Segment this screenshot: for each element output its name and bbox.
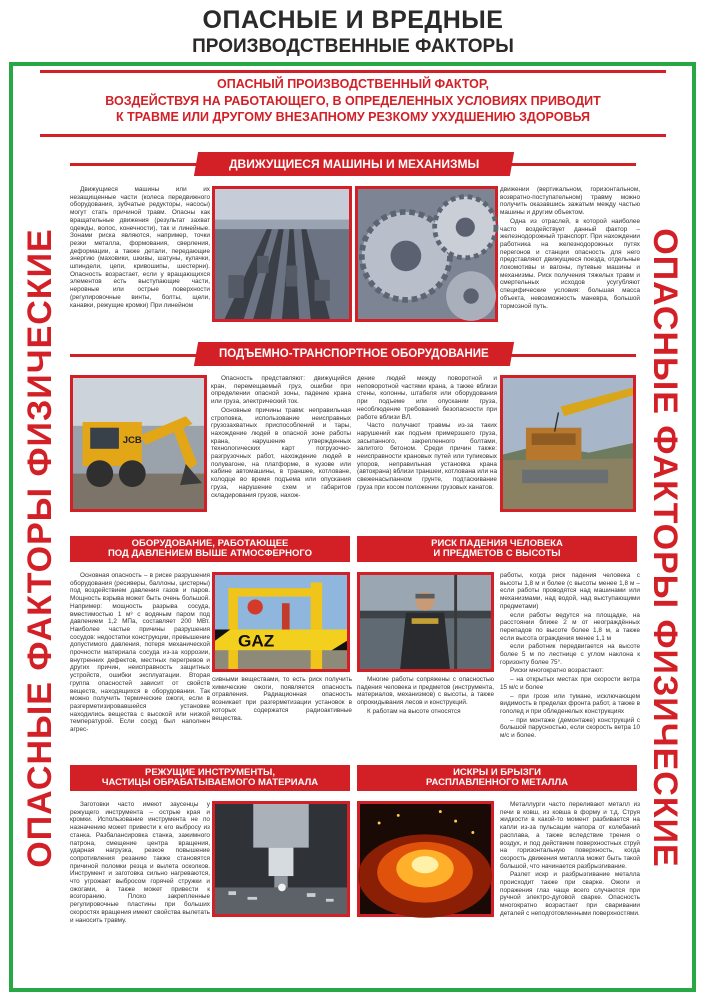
pressure-text-left xyxy=(70,572,210,750)
intro-top-rule xyxy=(40,70,666,73)
intro-line: ВОЗДЕЙСТВУЯ НА РАБОТАЮЩЕГО, В ОПРЕДЕЛЕННЫХ УСЛОВИЯХ ПРИВОДИТ xyxy=(105,93,601,108)
gaz-label: GAZ xyxy=(237,631,275,651)
paragraph: Движущиеся машины или их незащищенные части (колеса передвижного оборудования, зубчатые редукторы, насосы) могут стать причиной травм. Опасны как вращательные движения (результат захват одежды, волос, конечности), так и линейные. Зонами риска являются, например, точки резки металла, формования, сверления, деформации, а также детали, передающие энергию (маховики, шкивы, шатуны, кулачки, шпиндели, цепи, кривошипы, шестерни). Опасность возрастает, если у вращающихся элементов есть выступающие части, неровные или острые поверхности (регулировочные винты, болты, щели, канавки, режущие кромки) При линейном xyxy=(70,186,210,309)
paragraph: – при монтаже (демонтаже) конструкций с большой парусностью, если скорость ветра 10 м/с и более. xyxy=(500,716,640,740)
paragraph: работы, когда риск падения человека с высоты 1,8 м и более (с высоты менее 1,8 м – если работы проводятся над машинами или механизмами, над водой, над выступающими предметами) xyxy=(500,572,640,610)
section-title-line: РЕЖУЩИЕ ИНСТРУМЕНТЫ, xyxy=(145,767,275,778)
intro-line: ОПАСНЫЙ ПРОИЗВОДСТВЕННЫЙ ФАКТОР, xyxy=(217,77,489,91)
paragraph: Риски многократно возрастают: xyxy=(510,667,604,675)
excavator-photo xyxy=(70,375,207,512)
svg-text:JCB: JCB xyxy=(122,435,142,447)
section-banner-cutting xyxy=(70,765,350,791)
section-title-line: ЧАСТИЦЫ ОБРАБАТЫВАЕМОГО МАТЕРИАЛА xyxy=(101,777,319,788)
paragraph: Опасность представляют: движущийся кран, перемещаемый груз, ошибки при определении опасной зоны, падение крана или груза, электрический ток. xyxy=(211,375,351,406)
paragraph: сивными веществами, то есть риск получить химические ожоги, появляется опасность отравления. Радиационная опасность возникает при разгерметизации установок в которых содержатся радиоактивные вещества. xyxy=(212,676,352,722)
worker-height-photo xyxy=(357,572,494,672)
crane-photo xyxy=(500,375,636,512)
paragraph: – на открытых местах при скорости ветра 15 м/с и более xyxy=(500,676,640,691)
intro-bottom-rule xyxy=(40,134,666,137)
section-title: ДВИЖУЩИЕСЯ МАШИНЫ И МЕХАНИЗМЫ xyxy=(228,157,480,171)
pressure-text-under xyxy=(212,676,352,746)
section-banner-falling xyxy=(357,536,637,562)
paragraph: Разлет искр и разбрызгивание металла происходит также при сварке. Ожоги и поражения глаз чаще всего случаются при ручной электро-дуговой сварке. Опасность многократно возрастает при сваривании деталей с неподготовленными поверхностями. xyxy=(500,871,640,917)
side-label-left: ОПАСНЫЕ ФАКТОРЫ ФИЗИЧЕСКИЕ xyxy=(21,228,59,868)
paragraph: К работам на высоте относятся xyxy=(367,707,461,715)
section-title-line: ИСКРЫ И БРЫЗГИ xyxy=(453,767,541,778)
intro-definition xyxy=(40,76,666,126)
falling-text-under xyxy=(357,676,494,746)
side-label-right: ОПАСНЫЕ ФАКТОРЫ ФИЗИЧЕСКИЕ xyxy=(646,228,684,868)
section-title-line: И ПРЕДМЕТОВ С ВЫСОТЫ xyxy=(433,548,561,559)
section-banner-pressure xyxy=(70,536,350,562)
poster-title: ОПАСНЫЕ И ВРЕДНЫЕ xyxy=(202,6,504,34)
section-title-line: ПОД ДАВЛЕНИЕМ ВЫШЕ АТМОСФЕРНОГО xyxy=(107,548,313,559)
paragraph: движении (вертикальном, горизонтальном, возвратно-поступательном) травму можно получить оказавшись зажатым между частью машины и другим объектом. xyxy=(500,186,640,217)
falling-text-right xyxy=(500,572,640,750)
paragraph: Основные причины травм: неправильная строповка, использование неисправных грузозахватных приспособлений и тары, нахождение людей в опасной зоне работы крана, нарушение утвержденных технологических карт погрузочно-разгрузочных работ, нахождение людей в полувагоне, на платформе, в кузове или кабине автомашины, в траншее, котловане, колодце во время подъема или опускания груза, нарушение схем и габаритов складирования грузов, нахож- xyxy=(211,406,351,499)
section-title-line: ОБОРУДОВАНИЕ, РАБОТАЮЩЕЕ xyxy=(131,538,289,549)
gas-pipes-photo xyxy=(212,572,350,672)
poster-subtitle: ПРОИЗВОДСТВЕННЫЕ ФАКТОРЫ xyxy=(192,36,514,57)
paragraph: Основная опасность – в риске разрушения оборудования (ресиверы, баллоны, цистерны) под воздействием давления газов и паров. Мощность взрыва может быть очень большой. Например: мощность разрыва сосуда, вместимостью 1 м³ с водяным паром под давлением 1,2 МПа, составляет 200 МВт. Наиболее частые причины разрушения сосудов: недостатки конструкции, превышение допустимого давления, потеря механической прочности материала сосуда из-за коррозии, внутренних дефектов, местных перегревов и других причин, неисправность защитных устройств, ошибки эксплуатации. Вторая группа опасностей зависит от свойств веществ, находящихся в оборудовании. Так можно получить термические ожоги, если в разгерметизировавшейся установке находились вещества с высокой или низкой температурой. Если сосуд был наполнен агрес- xyxy=(70,572,210,734)
paragraph: дение людей между поворотной и неповоротной частями крана, а также вблизи стены, колонны, штабеля или оборудования при подъеме или опускании груза, несоблюдение требований безопасности при работе вблизи ВЛ. xyxy=(357,375,497,421)
paragraph: Многие работы сопряжены с опасностью падения человека и предметов (инструмента, материалов, механизмов) с высоты, а также опрокидывания лесов и конструкций. xyxy=(357,676,494,707)
section-title-line: РАСПЛАВЛЕННОГО МЕТАЛЛА xyxy=(426,777,568,788)
paragraph: Часто получают травмы из-за таких нарушений как подъем примерзшего груза, засыпанного, закрепленного болтами, залитого бетоном. Среди причин также: неисправности крановых путей или тупиковых упоров, неправильная установка крана (автокрана) вблизи траншеи, котлована или на свеженасыпанном грунте, подтаскивание груза при косом положении грузовых канатов. xyxy=(357,422,497,491)
cutting-text-left xyxy=(70,801,210,924)
paragraph: Металлурги часто переливают металл из печи в ковш, из ковша в форму и т.д. Струя жидкости в какой-то момент разбивается на капли из-за пульсации напора от колебаний расплава, а также вследствие трения о воздух, и под действием поверхностных струй на горизонтальную поверхность, когда скорость движения металла может быть такой большой, что начинается разбрызгивание. xyxy=(500,801,640,870)
lifting-text-left xyxy=(211,375,351,515)
paragraph: Заготовки часто имеют заусенцы у режущего инструмента – острые края и кромки. Использование инструмента не по назначению может привести к его выбросу из станка. Разбалансировка станка, зажимного патрона, смещение центра вращения, ударная нагрузка, резкое повышение сопротивления резанию также становятся причиной поломки резца и вылета осколков. Инструмент и заготовка сильно нагреваются, что угрожает выбросом горячей стружки и ожогами, а также может привести к возгоранию. Плохо закрепленные регулировочные пластины при больших скоростях вращения имеют свойства вылетать и наносить травму. xyxy=(70,801,210,924)
sparks-text-right xyxy=(500,801,640,951)
machines-text-left xyxy=(70,186,210,332)
machines-text-right xyxy=(500,186,640,332)
lifting-text-right xyxy=(357,375,497,515)
section-banner-sparks xyxy=(357,765,637,791)
rail-yard-photo xyxy=(212,186,352,322)
paragraph: – при грозе или тумане, исключающем видимость в пределах фронта работ, а также в гололед и при обледенелых конструкциях xyxy=(500,692,640,715)
milling-photo xyxy=(212,801,350,917)
gears-photo xyxy=(355,186,498,322)
paragraph: Одна из отраслей, в которой наиболее часто воздействует данный фактор – железнодорожный транспорт. При нахождении работника на железнодорожных путях перегонов и станции опасность для него представляют движущиеся поезда, отдельные локомотивы и вагоны, путевые машины и механизмы. Риск получения тяжелых травм и смертельных исходов усугубляют специфические условия: большая масса объекта, невозможность маневра, большой тормозной путь. xyxy=(500,217,640,310)
paragraph: если работы ведутся на площадке, на расстоянии ближе 2 м от неограждённых перепадов по высоте более 1,8 м, а также если высота ограждения менее 1,1 м xyxy=(500,611,640,642)
section-banner-machines xyxy=(194,152,514,176)
paragraph: если работник передвигается на высоте более 5 м по лестнице с углом наклона к горизонту более 75°. xyxy=(500,643,640,666)
intro-line: К ТРАВМЕ ИЛИ ДРУГОМУ ВНЕЗАПНОМУ РЕЗКОМУ УХУДШЕНИЮ ЗДОРОВЬЯ xyxy=(116,110,590,124)
section-title: ПОДЪЕМНО-ТРАНСПОРТНОЕ ОБОРУДОВАНИЕ xyxy=(219,348,489,360)
section-title-line: РИСК ПАДЕНИЯ ЧЕЛОВЕКА xyxy=(431,538,563,549)
section-banner-lifting xyxy=(194,342,514,366)
molten-metal-photo xyxy=(357,801,494,917)
